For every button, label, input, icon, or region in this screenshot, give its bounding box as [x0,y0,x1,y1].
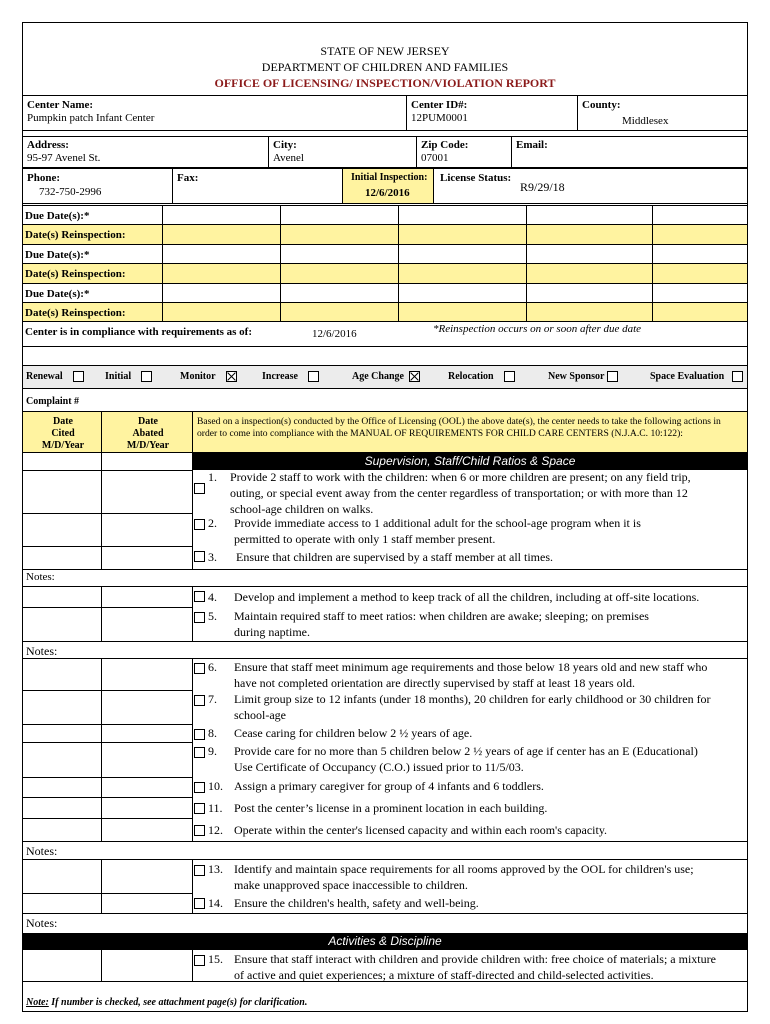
date-cited-l2: Cited [51,428,75,439]
state-heading: STATE OF NEW JERSEY [320,44,450,58]
item-7-line-1: Limit group size to 12 infants (under 18 months), 20 children for early childhood or 30 children for [234,692,711,706]
intro-text: Based on a inspection(s) conducted by the Office of Licensing (OOL) the above date(s), the center needs to take the following actions in order to come into compliance with the MANUAL OF REQUIREMENTS FOR CHILD CARE CENTERS (N.J.A.C. 10:122): [197,416,721,439]
initial-inspection-field[interactable] [342,168,434,204]
type-renewal-label: Renewal [26,371,63,382]
item-9-checkbox-wrap[interactable] [194,746,205,758]
item-3-checkbox-wrap[interactable] [194,550,205,562]
item-1-line-2: outing, or special event away from the center regardless of transportation; or with more than 12 [230,486,688,500]
report-title: OFFICE OF LICENSING/ INSPECTION/VIOLATION REPORT [214,76,556,90]
email-field[interactable] [511,136,748,168]
date-abated-l3: M/D/Year [126,440,170,451]
reinspection-row-2 [23,263,747,283]
footer-note-label: Note: [26,997,49,1008]
county-field[interactable] [577,95,748,131]
zip-value: 07001 [421,152,449,164]
increase-checkbox[interactable] [308,371,319,382]
license-status-label: License Status: [440,172,512,184]
reinspection-row-3 [23,302,747,321]
item-13-line-2: make unapproved space inaccessible to children. [234,878,468,892]
date-cited-l1: Date [53,416,73,427]
type-new-sponsor-label: New Sponsor [548,371,605,382]
type-relocation[interactable] [448,371,515,382]
center-name-label: Center Name: [27,99,94,111]
item-7-checkbox[interactable] [194,695,205,706]
item-1-line-1: Provide 2 staff to work with the children: when 6 or more children are present; on any field trip, [230,470,691,484]
item-8-checkbox[interactable] [194,729,205,740]
item-10-checkbox[interactable] [194,782,205,793]
space-evaluation-checkbox[interactable] [732,371,743,382]
item-13-number: 13. [208,862,223,876]
item-3-number: 3. [208,550,217,564]
compliance-date: 12/6/2016 [312,328,357,340]
date-abated-l1: Date [138,416,158,427]
item-6-line-1: Ensure that staff meet minimum age requirements and those below 18 years old and new staff who [234,660,708,674]
item-14-number: 14. [208,896,223,910]
item-9-number: 9. [208,744,217,758]
item-8-line-1: Cease caring for children below 2 ½ years of age. [234,726,473,740]
item-8-checkbox-wrap[interactable] [194,728,205,740]
item-5-number: 5. [208,609,217,623]
notes-label-1: Notes: [26,571,55,583]
type-age-change-label: Age Change [352,371,404,382]
item-6-number: 6. [208,660,217,674]
footer-note [26,997,307,1008]
item-11-checkbox[interactable] [194,803,205,814]
type-space-evaluation[interactable] [650,371,743,382]
item-12-checkbox-wrap[interactable] [194,824,205,836]
item-3-line-1: Ensure that children are supervised by a staff member at all times. [236,550,554,564]
footer-note-text: If number is checked, see attachment page(s) for clarification. [48,997,308,1008]
phone-field[interactable] [22,168,173,204]
date-abated-header [101,411,193,453]
reinspection-note: *Reinspection occurs on or soon after due date [433,323,642,335]
center-id-label: Center ID#: [411,99,468,111]
monitor-checkbox[interactable] [226,371,237,382]
item-10-line-1: Assign a primary caregiver for group of 4 infants and 6 toddlers. [234,779,544,793]
type-monitor[interactable] [180,371,237,382]
item-15-line-2: of active and quiet experiences; a mixture of staff-directed and child-selected activities. [234,968,654,982]
item-14-line-1: Ensure the children's health, safety and well-being. [234,896,479,910]
date-cited-header [22,411,102,453]
item-8-number: 8. [208,726,217,740]
initial-inspection-label: Initial Inspection: [351,172,428,183]
phone-value: 732-750-2996 [39,186,102,198]
zip-label: Zip Code: [421,139,469,151]
date-abated-l2: Abated [132,428,164,439]
city-value: Avenel [273,152,304,164]
item-6-checkbox-wrap[interactable] [194,662,205,674]
initial-inspection-date: 12/6/2016 [365,187,410,199]
center-name-value: Pumpkin patch Infant Center [27,112,155,124]
item-13-checkbox[interactable] [194,865,205,876]
item-7-number: 7. [208,692,217,706]
license-status-field[interactable] [433,168,748,204]
item-5-checkbox[interactable] [194,612,205,623]
department-heading: DEPARTMENT OF CHILDREN AND FAMILIES [261,60,509,74]
section-supervision-header: Supervision, Staff/Child Ratios & Space [192,453,748,470]
center-id-value: 12PUM0001 [411,112,468,124]
due-date-label-3: Due Date(s):* [25,288,90,300]
item-14-checkbox-wrap[interactable] [194,897,205,909]
zip-field[interactable] [416,136,512,168]
notes-label-3: Notes: [26,844,58,858]
relocation-checkbox[interactable] [504,371,515,382]
type-increase[interactable] [262,371,319,382]
county-label: County: [582,99,621,111]
item-9-line-2: Use Certificate of Occupancy (C.O.) issued prior to 11/5/03. [234,760,524,774]
section-activities-header: Activities & Discipline [22,933,748,950]
item-11-line-1: Post the center’s license in a prominent location in each building. [234,801,548,815]
item-2-checkbox[interactable] [194,519,205,530]
complaint-row[interactable] [22,388,748,412]
item-15-number: 15. [208,952,223,966]
type-age-change[interactable] [352,371,420,382]
item-7-checkbox-wrap[interactable] [194,694,205,706]
item-15-checkbox-wrap[interactable] [194,954,205,966]
item-1-checkbox[interactable] [194,483,205,494]
type-increase-label: Increase [262,371,298,382]
type-monitor-label: Monitor [180,371,216,382]
item-14-checkbox[interactable] [194,898,205,909]
item-2-line-1: Provide immediate access to 1 additional adult for the school-age program when it is [234,516,641,530]
reinspection-label-1: Date(s) Reinspection: [25,229,126,241]
item-3-checkbox[interactable] [194,551,205,562]
item-6-checkbox[interactable] [194,663,205,674]
address-field[interactable] [22,136,269,168]
item-12-checkbox[interactable] [194,825,205,836]
item-2-number: 2. [208,516,217,530]
city-field[interactable] [268,136,417,168]
center-id-field[interactable] [406,95,578,131]
renewal-checkbox[interactable] [73,371,84,382]
license-status-value: R9/29/18 [520,180,565,194]
item-1-checkbox-wrap[interactable] [194,482,205,494]
item-15-line-1: Ensure that staff interact with children and provide children with: free choice of materials; a mixture [234,952,716,966]
date-cited-l3: M/D/Year [41,440,85,451]
item-13-line-1: Identify and maintain space requirements for all rooms approved by the OOL for children's use; [234,862,694,876]
item-4-number: 4. [208,590,217,604]
item-6-line-2: have not completed orientation are directly supervised by staff at least 18 years old. [234,676,635,690]
email-label: Email: [516,139,548,151]
item-4-checkbox[interactable] [194,591,205,602]
item-5-line-1: Maintain required staff to meet ratios: when children are awake; sleeping; on premises [234,609,649,623]
address-label: Address: [27,139,69,151]
item-5-line-2: during naptime. [234,625,310,639]
item-1-number: 1. [208,470,217,484]
intro-header [192,411,748,453]
item-10-checkbox-wrap[interactable] [194,781,205,793]
item-5-checkbox-wrap[interactable] [194,611,205,623]
item-11-checkbox-wrap[interactable] [194,802,205,814]
fax-label: Fax: [177,172,199,184]
notes-label-2: Notes: [26,644,58,658]
type-renewal[interactable] [26,371,84,382]
reinspection-label-2: Date(s) Reinspection: [25,268,126,280]
reinspection-row-1 [23,224,747,244]
type-space-evaluation-label: Space Evaluation [650,371,725,382]
initial-checkbox[interactable] [141,371,152,382]
item-12-line-1: Operate within the center's licensed capacity and within each room's capacity. [234,823,608,837]
compliance-label: Center is in compliance with requirements as of: [25,326,253,338]
type-new-sponsor[interactable] [548,371,618,382]
item-2-checkbox-wrap[interactable] [194,518,205,530]
new-sponsor-checkbox[interactable] [607,371,618,382]
age-change-checkbox[interactable] [409,371,420,382]
due-date-label-1: Due Date(s):* [25,210,90,222]
spacer-row [22,346,748,366]
address-value: 95-97 Avenel St. [27,152,101,164]
item-2-line-2: permitted to operate with only 1 staff member present. [234,532,496,546]
item-1-line-3: school-age children on walks. [230,502,374,516]
reinspection-label-3: Date(s) Reinspection: [25,307,126,319]
item-15-checkbox[interactable] [194,955,205,966]
city-label: City: [273,139,297,151]
type-relocation-label: Relocation [448,371,494,382]
phone-label: Phone: [27,172,60,184]
notes-label-4: Notes: [26,916,58,930]
complaint-label: Complaint # [26,396,80,407]
item-13-checkbox-wrap[interactable] [194,864,205,876]
item-4-line-1: Develop and implement a method to keep track of all the children, including at off-site locations. [234,590,700,604]
center-name-field[interactable] [22,95,407,131]
item-12-number: 12. [208,823,223,837]
item-9-checkbox[interactable] [194,747,205,758]
item-7-line-2: school-age [234,708,286,722]
type-initial[interactable] [105,371,152,382]
fax-field[interactable] [172,168,343,204]
item-10-number: 10. [208,779,223,793]
item-11-number: 11. [208,801,223,815]
due-date-label-2: Due Date(s):* [25,249,90,261]
item-9-line-1: Provide care for no more than 5 children below 2 ½ years of age if center has an E (Educational) [234,744,698,758]
county-value: Middlesex [622,115,669,127]
type-initial-label: Initial [105,371,132,382]
item-4-checkbox-wrap[interactable] [194,590,205,602]
